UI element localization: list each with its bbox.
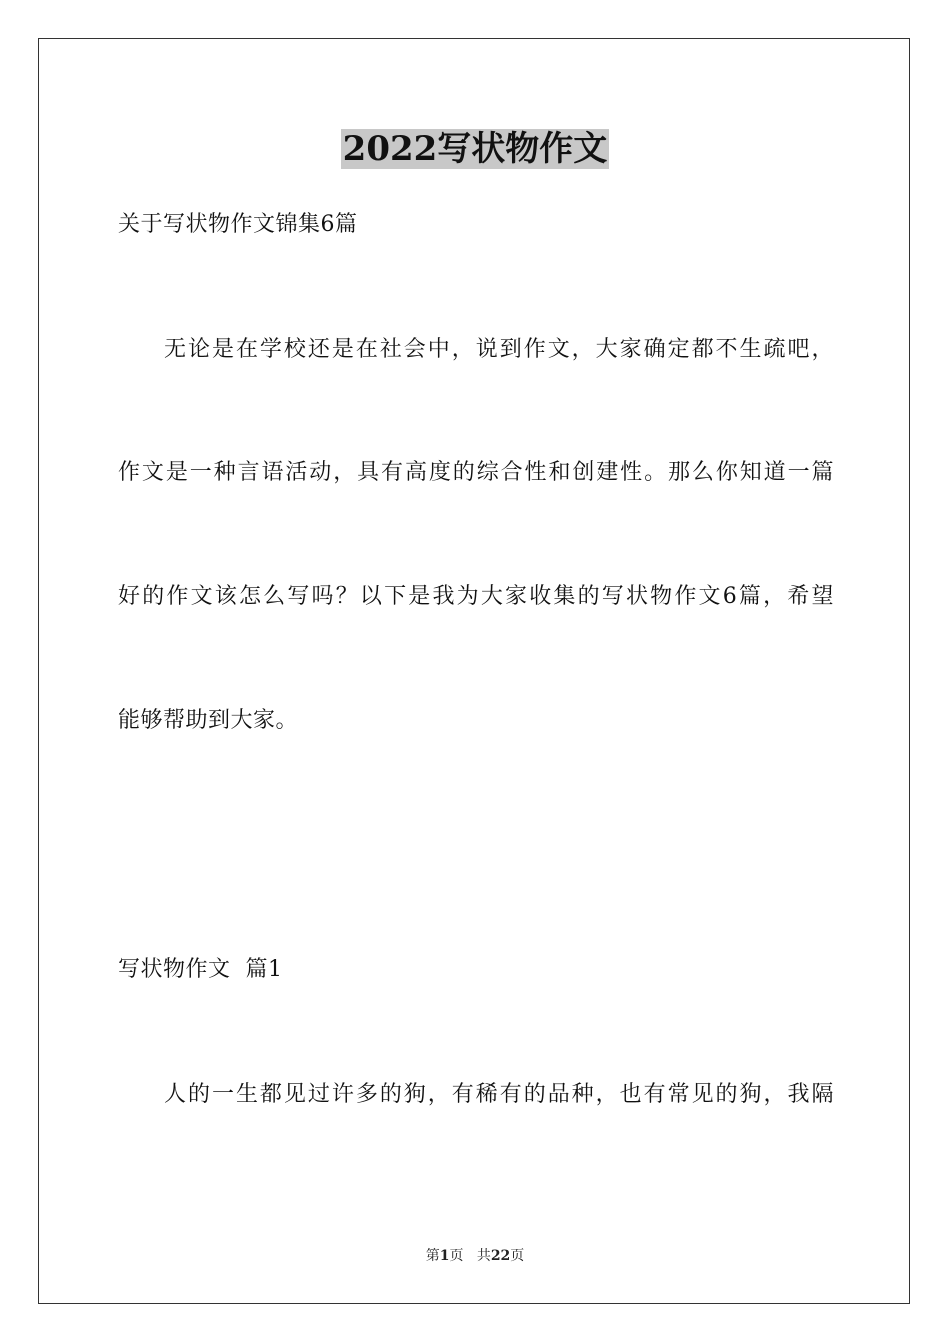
footer-total-pages: 22 xyxy=(490,1248,511,1264)
intro-line-4: 能够帮助到大家。 xyxy=(118,708,299,733)
intro-line-1: 无论是在学校还是在社会中，说到作文，大家确定都不生疏吧， xyxy=(164,337,834,362)
document-title xyxy=(0,128,950,170)
page-footer xyxy=(0,1246,950,1266)
document-subtitle: 关于写状物作文锦集6篇 xyxy=(118,212,358,237)
intro-line-3: 好的作文该怎么写吗？以下是我为大家收集的写状物作文6篇，希望 xyxy=(118,584,834,609)
footer-page-number: 1 xyxy=(439,1248,450,1264)
footer-total-prefix: 共 xyxy=(476,1248,491,1264)
footer-total-suffix: 页 xyxy=(510,1248,525,1264)
section-body-line-1: 人的一生都见过许多的狗，有稀有的品种，也有常见的狗，我隔 xyxy=(164,1082,834,1107)
document-title-text: 2022写状物作文 xyxy=(342,129,608,169)
footer-page-suffix: 页 xyxy=(449,1248,464,1264)
footer-page-prefix: 第 xyxy=(425,1248,440,1264)
section-heading: 写状物作文 篇1 xyxy=(118,957,283,982)
intro-line-2: 作文是一种言语活动，具有高度的综合性和创建性。那么你知道一篇 xyxy=(118,460,834,485)
